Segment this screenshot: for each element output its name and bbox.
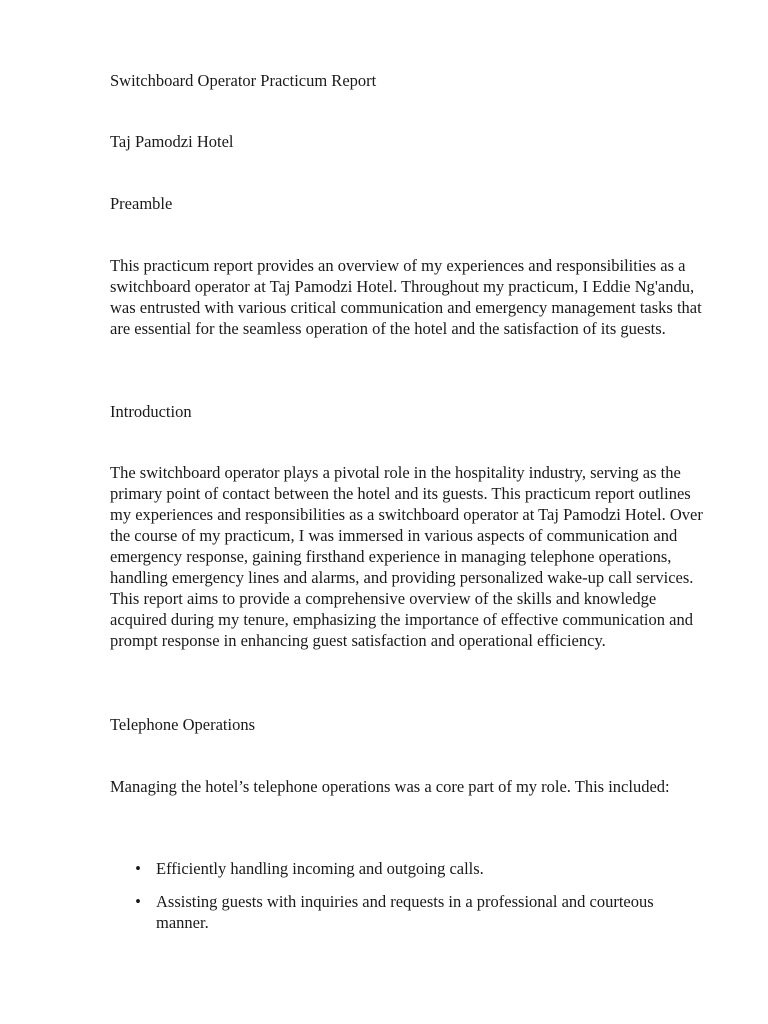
list-item	[132, 891, 692, 933]
introduction-paragraph: The switchboard operator plays a pivotal role in the hospitality industry, serving as the primary point of contact between the hotel and its guests. This practicum report outlines my experiences and responsibilities as a switchboard operator at Taj Pamodzi Hotel. Over the course of my practicum, I was immersed in various aspects of communication and emergency response, gaining firsthand experience in managing telephone operations, handling emergency lines and alarms, and providing personalized wake-up call services. This report aims to provide a comprehensive overview of the skills and knowledge acquired during my tenure, emphasizing the importance of effective communication and prompt response in enhancing guest satisfaction and operational efficiency.	[110, 463, 703, 650]
bullet-icon: •	[135, 859, 141, 878]
telephone-operations-heading: Telephone Operations	[110, 715, 256, 734]
document-subtitle: Taj Pamodzi Hotel	[110, 132, 234, 151]
telephone-operations-paragraph: Managing the hotel’s telephone operations was a core part of my role. This included:	[110, 777, 670, 796]
list-item	[132, 858, 692, 879]
introduction-heading: Introduction	[110, 402, 192, 421]
telephone-operations-list	[132, 858, 692, 945]
bullet-icon: •	[135, 892, 141, 911]
document-title: Switchboard Operator Practicum Report	[110, 71, 377, 90]
preamble-paragraph: This practicum report provides an overview of my experiences and responsibilities as a switchboard operator at Taj Pamodzi Hotel. Throughout my practicum, I Eddie Ng'andu, was entrusted with various critical communication and emergency management tasks that are essential for the seamless operation of the hotel and the satisfaction of its guests.	[110, 256, 702, 338]
list-item-text: Efficiently handling incoming and outgoing calls.	[156, 859, 484, 878]
list-item-text: Assisting guests with inquiries and requests in a professional and courteous manner.	[156, 892, 654, 932]
preamble-heading: Preamble	[110, 194, 173, 213]
